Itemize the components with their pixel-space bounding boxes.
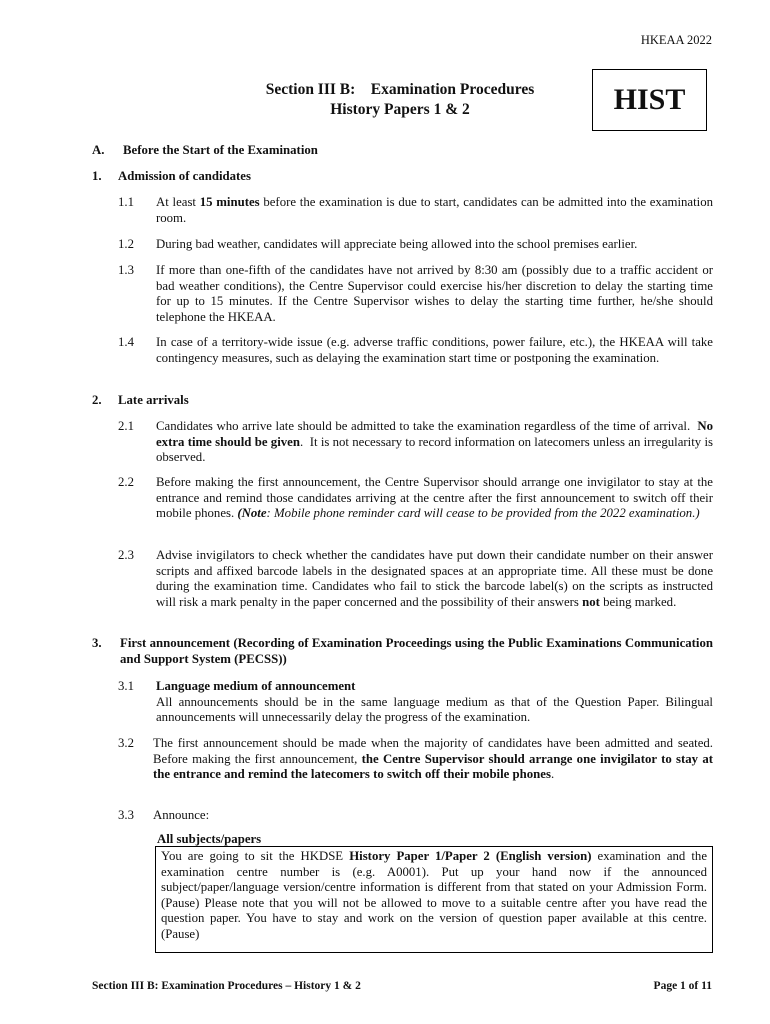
- announcement-text-a: You are going to sit the HKDSE: [161, 849, 350, 863]
- title-line-1: Section III B: Examination Procedures: [265, 81, 535, 98]
- s2-label: Late arrivals: [118, 393, 189, 407]
- item-2-1-num: 2.1: [118, 419, 134, 433]
- item-1-3-text: If more than one-fifth of the candidates have not arrived by 8:30 am (possibly due to a traffic accident or bad weather conditions), the Centre Supervisor could exercise his/her discretion to delay the starting time for up to 15 minutes. If the Centre Supervisor wishes to delay the starting time further, he/she should telephone the HKEAA.: [156, 263, 713, 324]
- footer-page: Page 1 of 11: [653, 980, 712, 992]
- item-1-1-text-c: before the examination is due to start, candidates can be admitted into the examination room.: [156, 195, 714, 225]
- all-subjects-heading: All subjects/papers: [157, 832, 262, 846]
- item-2-1-text-a: Candidates who arrive late should be admitted to take the examination regardless of the time of arrival.: [156, 419, 698, 433]
- s1-num: 1.: [92, 169, 102, 183]
- item-3-1-heading: Language medium of announcement: [156, 679, 356, 693]
- title-line-2: History Papers 1 & 2: [330, 101, 470, 118]
- s3-label: First announcement (Recording of Examination Proceedings using the Public Examinations Communication and Support System (PECSS)): [120, 636, 713, 666]
- item-1-1-text-b: 15 minutes: [199, 195, 260, 209]
- s1-label: Admission of candidates: [118, 169, 251, 183]
- item-2-3-text-a: Advise invigilators to check whether the candidates have put down their candidate number on their answer scripts and affixed barcode labels in the designated spaces at an appropriate time. All these must be done during the examination time. Candidates who fail to stick the barcode label(s) on the scripts as instructed will risk a mark penalty in the paper concerned and the possibility of their answers: [156, 548, 713, 609]
- item-3-2-text-b: the Centre Supervisor should arrange one invigilator to stay at the entrance and remind the latecomers to switch off their mobile phones: [153, 751, 713, 782]
- item-3-2-text-c: .: [550, 767, 555, 782]
- item-1-1-text-a: At least: [156, 195, 200, 209]
- item-1-2-num: 1.2: [118, 237, 134, 251]
- item-2-2-num: 2.2: [118, 475, 134, 489]
- item-3-2-num: 3.2: [118, 736, 134, 750]
- item-3-1-num: 3.1: [118, 679, 134, 693]
- announcement-box: [155, 846, 713, 953]
- item-1-4-text: In case of a territory-wide issue (e.g. adverse traffic conditions, power failure, etc.), the HKEAA will take contingency measures, such as delaying the examination start time or postponing the examination.: [156, 335, 713, 365]
- section-a-label: Before the Start of the Examination: [123, 143, 318, 157]
- item-2-3-text-c: being marked.: [599, 594, 677, 609]
- item-2-2-text-a: Before making the first announcement, the Centre Supervisor should arrange one invigilator to stay at the entrance and remind those candidates arriving at the centre after the first announcement to switch off their mobile phones.: [156, 475, 713, 521]
- item-2-1-text-c: . It is not necessary to record information on latecomers unless an irregularity is observed.: [156, 434, 717, 465]
- header-code: HKEAA 2022: [640, 33, 712, 47]
- item-1-4-num: 1.4: [118, 335, 134, 349]
- item-3-3-text: Announce:: [153, 808, 210, 822]
- announcement-text-c: examination and the examination centre number is (e.g. A0001). Put up your hand now if the announced subject/paper/language version/centre information is different from that stated on your Admission Form. (Pause) Please note that you will not be allowed to move to a suitable centre after you have read the question paper. You have to stay and work on the version of question paper available at this centre. (Pause): [161, 849, 707, 941]
- item-3-2-text-a: The first announcement should be made when the majority of candidates have been admitted and seated. Before making the first announcement,: [153, 736, 713, 766]
- s2-num: 2.: [92, 393, 102, 407]
- item-1-1-num: 1.1: [118, 195, 134, 209]
- item-2-3-num: 2.3: [118, 548, 134, 562]
- page-title: [200, 80, 600, 120]
- announcement-text-b: History Paper 1/Paper 2 (English version): [349, 849, 592, 863]
- s3-num: 3.: [92, 636, 102, 650]
- subject-code-box: HIST: [592, 69, 707, 131]
- item-2-2-text-c: : Mobile phone reminder card will cease to be provided from the 2022 examination.): [266, 506, 700, 521]
- item-1-2-text: During bad weather, candidates will appreciate being allowed into the school premises earlier.: [156, 237, 638, 251]
- item-2-1-text-b: No extra time should be given: [156, 419, 717, 449]
- item-3-1-text: All announcements should be in the same language medium as that of the Question Paper. Bilingual announcements will unnecessarily delay the progress of the examination.: [156, 694, 713, 725]
- footer-left: Section III B: Examination Procedures – History 1 & 2: [92, 980, 361, 992]
- item-2-2-note-label: (Note: [237, 506, 267, 521]
- item-2-3-text-b: not: [582, 594, 600, 609]
- item-1-3-num: 1.3: [118, 263, 134, 277]
- section-a-num: A.: [92, 143, 105, 157]
- item-3-3-num: 3.3: [118, 808, 134, 822]
